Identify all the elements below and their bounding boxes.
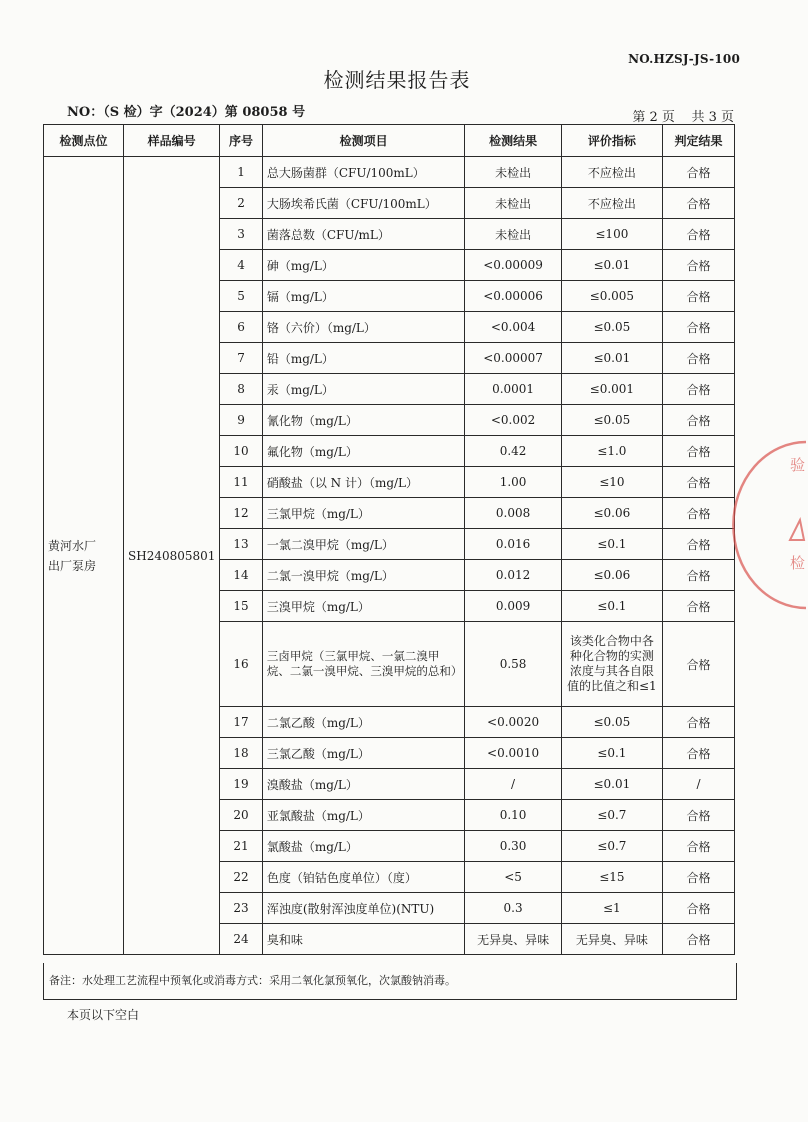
row-number-cell: 4 bbox=[220, 250, 263, 281]
result-cell: <0.0020 bbox=[465, 707, 561, 738]
verdict-cell: 合格 bbox=[663, 591, 735, 622]
result-cell: <0.00007 bbox=[465, 343, 561, 374]
row-number-cell: 3 bbox=[220, 219, 263, 250]
row-number-cell: 9 bbox=[220, 405, 263, 436]
result-cell: 0.016 bbox=[465, 529, 561, 560]
test-item-cell: 镉（mg/L） bbox=[262, 281, 465, 312]
result-cell: 未检出 bbox=[465, 188, 561, 219]
verdict-cell: 合格 bbox=[663, 312, 735, 343]
row-number-cell: 15 bbox=[220, 591, 263, 622]
svg-text:验: 验 bbox=[790, 456, 806, 474]
test-item-cell: 硝酸盐（以 N 计）（mg/L） bbox=[262, 467, 465, 498]
verdict-cell: 合格 bbox=[663, 831, 735, 862]
limit-cell: ≤10 bbox=[561, 467, 662, 498]
test-item-cell: 铅（mg/L） bbox=[262, 343, 465, 374]
row-number-cell: 8 bbox=[220, 374, 263, 405]
result-cell: 0.10 bbox=[465, 800, 561, 831]
test-item-cell: 浑浊度(散射浑浊度单位)(NTU) bbox=[262, 893, 465, 924]
location-line: 黄河水厂 bbox=[48, 538, 97, 553]
table-header-row bbox=[44, 125, 735, 157]
result-cell: 0.009 bbox=[465, 591, 561, 622]
row-number-cell: 16 bbox=[220, 622, 263, 707]
row-number-cell: 10 bbox=[220, 436, 263, 467]
report-number: NO：（S 检）字（2024）第 08058 号 bbox=[67, 105, 306, 120]
test-item-cell: 氯酸盐（mg/L） bbox=[262, 831, 465, 862]
test-item-cell: 总大肠菌群（CFU/100mL） bbox=[262, 157, 465, 188]
page-title: 检测结果报告表 bbox=[323, 68, 471, 92]
limit-cell: ≤15 bbox=[561, 862, 662, 893]
test-item-cell: 二氯一溴甲烷（mg/L） bbox=[262, 560, 465, 591]
sample-id-cell: SH240805801 bbox=[124, 157, 220, 955]
header-location: 检测点位 bbox=[44, 125, 124, 157]
test-item-cell: 铬（六价）（mg/L） bbox=[262, 312, 465, 343]
limit-cell: ≤0.05 bbox=[561, 405, 662, 436]
result-cell: 0.30 bbox=[465, 831, 561, 862]
limit-cell: ≤0.1 bbox=[561, 738, 662, 769]
limit-cell: ≤0.01 bbox=[561, 769, 662, 800]
result-cell: <0.00006 bbox=[465, 281, 561, 312]
result-cell: 0.0001 bbox=[465, 374, 561, 405]
result-cell: 0.012 bbox=[465, 560, 561, 591]
results-table bbox=[43, 124, 735, 955]
row-number-cell: 6 bbox=[220, 312, 263, 343]
limit-cell: ≤0.001 bbox=[561, 374, 662, 405]
verdict-cell: 合格 bbox=[663, 157, 735, 188]
row-number-cell: 18 bbox=[220, 738, 263, 769]
verdict-cell: 合格 bbox=[663, 560, 735, 591]
location-cell bbox=[44, 157, 124, 955]
header-limit: 评价指标 bbox=[561, 125, 662, 157]
stamp-seal-icon bbox=[768, 440, 808, 610]
test-item-cell: 菌落总数（CFU/mL） bbox=[262, 219, 465, 250]
limit-cell: ≤1.0 bbox=[561, 436, 662, 467]
blank-below-note: 本页以下空白 bbox=[67, 1008, 140, 1022]
verdict-cell: 合格 bbox=[663, 405, 735, 436]
row-number-cell: 22 bbox=[220, 862, 263, 893]
limit-cell: ≤1 bbox=[561, 893, 662, 924]
verdict-cell: 合格 bbox=[663, 498, 735, 529]
test-item-cell: 砷（mg/L） bbox=[262, 250, 465, 281]
page-info bbox=[632, 106, 734, 125]
row-number-cell: 7 bbox=[220, 343, 263, 374]
test-item-cell: 三卤甲烷（三氯甲烷、一氯二溴甲烷、二氯一溴甲烷、三溴甲烷的总和） bbox=[262, 622, 465, 707]
result-cell: <0.0010 bbox=[465, 738, 561, 769]
verdict-cell: 合格 bbox=[663, 343, 735, 374]
limit-cell: 无异臭、异味 bbox=[561, 924, 662, 955]
verdict-cell: 合格 bbox=[663, 467, 735, 498]
result-cell: <0.00009 bbox=[465, 250, 561, 281]
test-item-cell: 溴酸盐（mg/L） bbox=[262, 769, 465, 800]
verdict-cell: 合格 bbox=[663, 188, 735, 219]
result-cell: 无异臭、异味 bbox=[465, 924, 561, 955]
table-row bbox=[44, 157, 735, 188]
row-number-cell: 11 bbox=[220, 467, 263, 498]
verdict-cell: 合格 bbox=[663, 622, 735, 707]
limit-cell: ≤0.05 bbox=[561, 707, 662, 738]
verdict-cell: 合格 bbox=[663, 281, 735, 312]
result-cell: 1.00 bbox=[465, 467, 561, 498]
row-number-cell: 19 bbox=[220, 769, 263, 800]
verdict-cell: 合格 bbox=[663, 374, 735, 405]
header-result: 检测结果 bbox=[465, 125, 561, 157]
result-cell: 0.008 bbox=[465, 498, 561, 529]
limit-cell: ≤0.06 bbox=[561, 498, 662, 529]
verdict-cell: 合格 bbox=[663, 707, 735, 738]
limit-cell: ≤0.05 bbox=[561, 312, 662, 343]
row-number-cell: 23 bbox=[220, 893, 263, 924]
result-cell: 未检出 bbox=[465, 157, 561, 188]
limit-cell: ≤0.7 bbox=[561, 800, 662, 831]
row-number-cell: 24 bbox=[220, 924, 263, 955]
location-line: 出厂泵房 bbox=[48, 558, 97, 573]
verdict-cell: 合格 bbox=[663, 800, 735, 831]
limit-cell: 不应检出 bbox=[561, 188, 662, 219]
verdict-cell: 合格 bbox=[663, 924, 735, 955]
row-number-cell: 1 bbox=[220, 157, 263, 188]
row-number-cell: 21 bbox=[220, 831, 263, 862]
result-cell: <0.002 bbox=[465, 405, 561, 436]
limit-cell: ≤0.01 bbox=[561, 250, 662, 281]
test-item-cell: 三氯乙酸（mg/L） bbox=[262, 738, 465, 769]
result-cell: / bbox=[465, 769, 561, 800]
limit-cell: ≤0.005 bbox=[561, 281, 662, 312]
row-number-cell: 13 bbox=[220, 529, 263, 560]
row-number-cell: 2 bbox=[220, 188, 263, 219]
page-current: 第 2 页 bbox=[632, 110, 675, 125]
limit-cell: ≤0.7 bbox=[561, 831, 662, 862]
result-cell: <5 bbox=[465, 862, 561, 893]
row-number-cell: 14 bbox=[220, 560, 263, 591]
test-item-cell: 汞（mg/L） bbox=[262, 374, 465, 405]
verdict-cell: 合格 bbox=[663, 893, 735, 924]
result-cell: 0.58 bbox=[465, 622, 561, 707]
verdict-cell: 合格 bbox=[663, 529, 735, 560]
test-item-cell: 一氯二溴甲烷（mg/L） bbox=[262, 529, 465, 560]
verdict-cell: 合格 bbox=[663, 250, 735, 281]
test-item-cell: 氟化物（mg/L） bbox=[262, 436, 465, 467]
verdict-cell: 合格 bbox=[663, 436, 735, 467]
row-number-cell: 20 bbox=[220, 800, 263, 831]
test-item-cell: 二氯乙酸（mg/L） bbox=[262, 707, 465, 738]
verdict-cell: 合格 bbox=[663, 738, 735, 769]
svg-text:检: 检 bbox=[790, 554, 806, 572]
verdict-cell: 合格 bbox=[663, 219, 735, 250]
result-cell: 0.3 bbox=[465, 893, 561, 924]
verdict-cell: 合格 bbox=[663, 862, 735, 893]
remark-note: 备注：水处理工艺流程中预氧化或消毒方式：采用二氧化氯预氧化，次氯酸钠消毒。 bbox=[43, 963, 737, 1000]
test-item-cell: 臭和味 bbox=[262, 924, 465, 955]
result-cell: 未检出 bbox=[465, 219, 561, 250]
test-item-cell: 色度（铂钴色度单位）（度） bbox=[262, 862, 465, 893]
test-item-cell: 亚氯酸盐（mg/L） bbox=[262, 800, 465, 831]
limit-cell: ≤0.06 bbox=[561, 560, 662, 591]
verdict-cell: / bbox=[663, 769, 735, 800]
test-item-cell: 三氯甲烷（mg/L） bbox=[262, 498, 465, 529]
limit-cell: ≤0.01 bbox=[561, 343, 662, 374]
row-number-cell: 5 bbox=[220, 281, 263, 312]
header-sample-id: 样品编号 bbox=[124, 125, 220, 157]
page-total: 共 3 页 bbox=[691, 110, 734, 125]
header-number: 序号 bbox=[220, 125, 263, 157]
limit-cell: 不应检出 bbox=[561, 157, 662, 188]
limit-cell: ≤0.1 bbox=[561, 529, 662, 560]
test-item-cell: 三溴甲烷（mg/L） bbox=[262, 591, 465, 622]
header-verdict: 判定结果 bbox=[663, 125, 735, 157]
limit-cell: 该类化合物中各种化合物的实测浓度与其各自限值的比值之和≤1 bbox=[561, 622, 662, 707]
test-item-cell: 大肠埃希氏菌（CFU/100mL） bbox=[262, 188, 465, 219]
result-cell: <0.004 bbox=[465, 312, 561, 343]
limit-cell: ≤0.1 bbox=[561, 591, 662, 622]
limit-cell: ≤100 bbox=[561, 219, 662, 250]
row-number-cell: 12 bbox=[220, 498, 263, 529]
header-test-item: 检测项目 bbox=[262, 125, 465, 157]
document-code: NO.HZSJ-JS-100 bbox=[628, 52, 740, 66]
test-item-cell: 氰化物（mg/L） bbox=[262, 405, 465, 436]
row-number-cell: 17 bbox=[220, 707, 263, 738]
result-cell: 0.42 bbox=[465, 436, 561, 467]
